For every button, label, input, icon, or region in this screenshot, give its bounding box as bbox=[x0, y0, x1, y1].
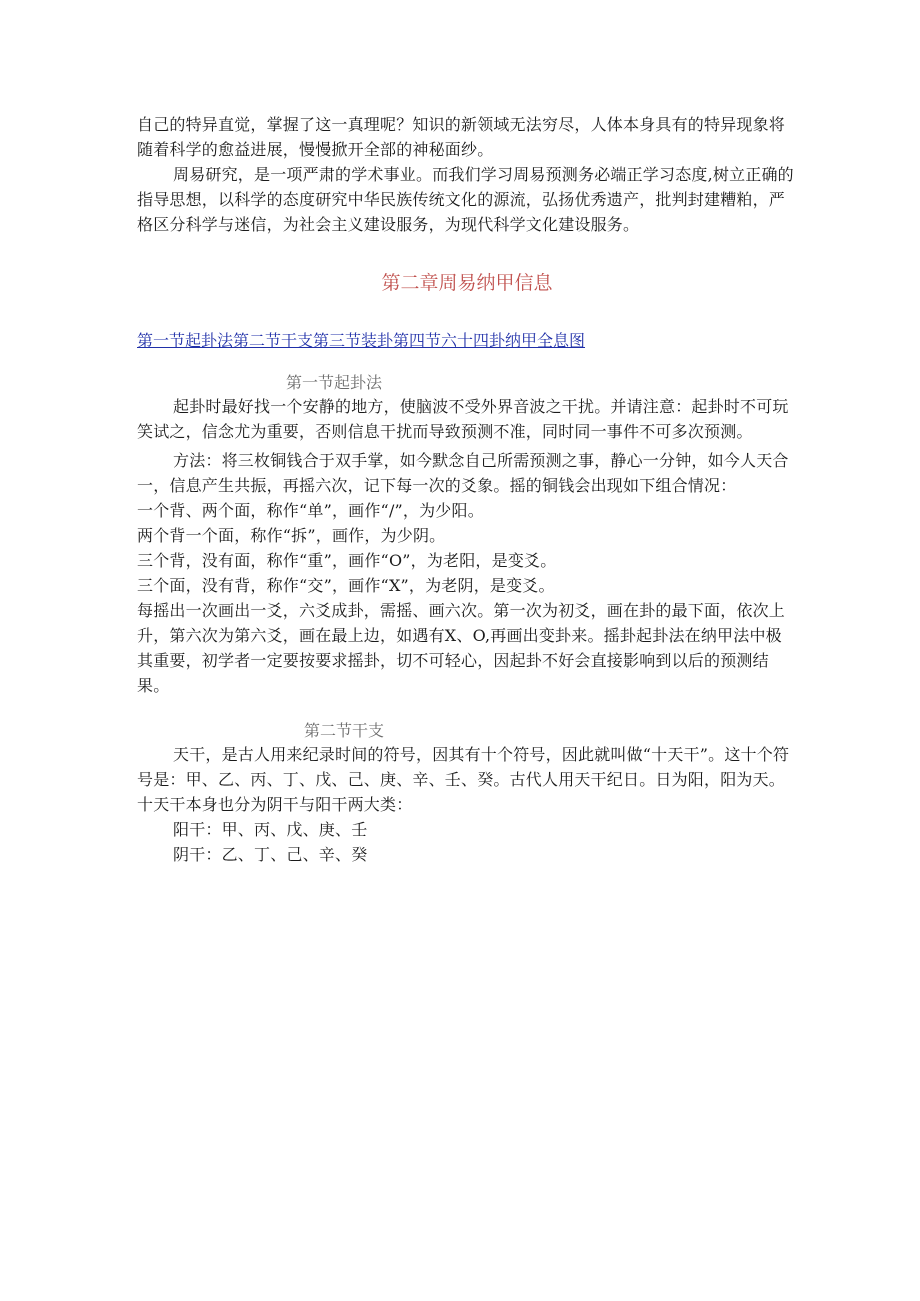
section2-yin-line: 阴干：乙、丁、己、辛、癸 bbox=[173, 845, 368, 864]
section2-yang-line: 阳干：甲、丙、戊、庚、壬 bbox=[173, 820, 368, 839]
section1-line-3: 三个背，没有面，称作“重”，画作“O”，为老阳，是变爻。 bbox=[137, 551, 557, 570]
section1-line-1: 一个背、两个面，称作“单”，画作“/”，为少阳。 bbox=[137, 501, 484, 520]
section1-paragraph-3: 每摇出一次画出一爻，六爻成卦，需摇、画六次。第一次为初爻，画在卦的最下面，依次上升，第六次为第六爻，画在最上边，如遇有X、O,再画出变卦来。摇卦起卦法在纳甲法中极其重要，初学者一定要按要求摇卦，切不可轻心，因起卦不好会直接影响到以后的预测结果。 bbox=[137, 601, 786, 695]
section1-title: 第一节起卦法 bbox=[286, 373, 383, 392]
section1-line-2: 两个背一个面，称作“拆”，画作，为少阴。 bbox=[137, 526, 446, 545]
section2-paragraph-1: 天干，是古人用来纪录时间的符号，因其有十个符号，因此就叫做“十天干”。这十个符号是：甲、乙、丙、丁、戊、己、庚、辛、壬、癸。古代人用天干纪日。日为阳，阳为天。十天干本身也分为阴干与阳干两大类： bbox=[137, 745, 790, 814]
section1-paragraph-1: 起卦时最好找一个安静的地方，使脑波不受外界音波之干扰。并请注意：起卦时不可玩笑试之，信念尤为重要，否则信息干扰而导致预测不准，同时同一事件不可多次预测。 bbox=[137, 397, 789, 441]
intro-paragraph-1: 自己的特异直觉，掌握了这一真理呢？知识的新领域无法穷尽，人体本身具有的特异现象将随着科学的愈益进展，慢慢掀开全部的神秘面纱。 bbox=[137, 115, 786, 159]
section2-title: 第二节干支 bbox=[304, 721, 385, 740]
toc-link[interactable]: 第一节起卦法第二节干支第三节装卦第四节六十四卦纳甲全息图 bbox=[137, 331, 586, 350]
document-page bbox=[137, 112, 797, 867]
section1-line-4: 三个面，没有背，称作“交”，画作“X”，为老阴，是变爻。 bbox=[137, 576, 555, 595]
section1-paragraph-2: 方法：将三枚铜钱合于双手掌，如今默念自己所需预测之事，静心一分钟，如今人天合一，信息产生共振，再摇六次，记下每一次的爻象。摇的铜钱会出现如下组合情况： bbox=[137, 451, 789, 495]
chapter-title: 第二章周易纳甲信息 bbox=[381, 272, 553, 294]
intro-paragraph-2: 周易研究，是一项严肃的学术事业。而我们学习周易预测务必端正学习态度,树立正确的指导思想，以科学的态度研究中华民族传统文化的源流，弘扬优秀遗产，批判封建糟粕，严格区分科学与迷信，为社会主义建设服务，为现代科学文化建设服务。 bbox=[137, 165, 794, 234]
